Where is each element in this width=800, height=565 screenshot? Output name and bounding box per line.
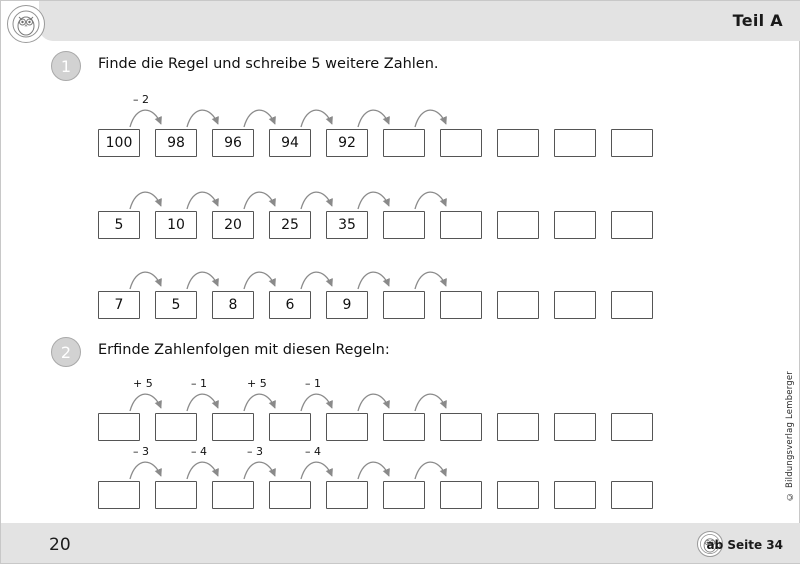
sequence-box[interactable] — [383, 291, 425, 319]
sequence-box[interactable]: 98 — [155, 129, 197, 157]
sequence-box[interactable] — [554, 413, 596, 441]
sequence-box[interactable] — [611, 413, 653, 441]
rule-label-row5-3: – 3 — [247, 445, 263, 458]
sequence-box[interactable]: 92 — [326, 129, 368, 157]
sequence-box[interactable]: 8 — [212, 291, 254, 319]
sequence-box[interactable] — [554, 129, 596, 157]
sequence-box[interactable] — [554, 481, 596, 509]
sequence-box[interactable] — [440, 291, 482, 319]
sequence-box[interactable] — [269, 413, 311, 441]
sequence-box[interactable]: 5 — [98, 211, 140, 239]
copyright-notice: © Bildungsverlag Lemberger — [785, 371, 795, 502]
sequence-box[interactable] — [383, 413, 425, 441]
footer-reference: ab Seite 34 — [706, 538, 783, 552]
sequence-box[interactable] — [383, 481, 425, 509]
rule-label-row4-4: – 1 — [305, 377, 321, 390]
owl-badge-icon — [7, 5, 45, 43]
sequence-box[interactable] — [155, 413, 197, 441]
sequence-box[interactable] — [212, 481, 254, 509]
sequence-box[interactable]: 100 — [98, 129, 140, 157]
task-number-2: 2 — [51, 337, 81, 367]
sequence-box[interactable] — [98, 481, 140, 509]
sequence-box[interactable]: 7 — [98, 291, 140, 319]
page-title: Teil A — [732, 11, 783, 30]
sequence-box[interactable] — [212, 413, 254, 441]
sequence-box[interactable]: 35 — [326, 211, 368, 239]
sequence-box[interactable] — [383, 211, 425, 239]
sequence-box[interactable] — [440, 413, 482, 441]
rule-label-row5-4: – 4 — [305, 445, 321, 458]
sequence-box[interactable] — [611, 481, 653, 509]
sequence-box[interactable] — [611, 211, 653, 239]
sequence-box[interactable] — [326, 413, 368, 441]
sequence-box[interactable] — [383, 129, 425, 157]
task-instruction-1: Finde die Regel und schreibe 5 weitere Zahlen. — [98, 56, 439, 72]
sequence-box[interactable] — [326, 481, 368, 509]
sequence-box[interactable]: 10 — [155, 211, 197, 239]
rule-label-row5-2: – 4 — [191, 445, 207, 458]
footer-bar — [1, 523, 800, 563]
rule-label-row1-1: – 2 — [133, 93, 149, 106]
sequence-box[interactable] — [440, 211, 482, 239]
sequence-box[interactable]: 96 — [212, 129, 254, 157]
sequence-box[interactable] — [269, 481, 311, 509]
sequence-box[interactable]: 5 — [155, 291, 197, 319]
sequence-box[interactable]: 6 — [269, 291, 311, 319]
sequence-box[interactable] — [554, 211, 596, 239]
rule-label-row4-3: + 5 — [247, 377, 267, 390]
rule-label-row5-1: – 3 — [133, 445, 149, 458]
sequence-box[interactable] — [440, 481, 482, 509]
sequence-box[interactable] — [497, 211, 539, 239]
sequence-box[interactable] — [497, 413, 539, 441]
task-instruction-2: Erfinde Zahlenfolgen mit diesen Regeln: — [98, 342, 390, 358]
sequence-box[interactable] — [611, 291, 653, 319]
sequence-box[interactable] — [554, 291, 596, 319]
sequence-box[interactable]: 9 — [326, 291, 368, 319]
sequence-box[interactable] — [497, 129, 539, 157]
sequence-box[interactable]: 20 — [212, 211, 254, 239]
rule-label-row4-1: + 5 — [133, 377, 153, 390]
sequence-box[interactable] — [611, 129, 653, 157]
sequence-box[interactable] — [497, 481, 539, 509]
sequence-box[interactable] — [155, 481, 197, 509]
sequence-box[interactable] — [440, 129, 482, 157]
sequence-box[interactable]: 25 — [269, 211, 311, 239]
sequence-box[interactable] — [497, 291, 539, 319]
sequence-box[interactable]: 94 — [269, 129, 311, 157]
sequence-box[interactable] — [98, 413, 140, 441]
page-number: 20 — [49, 535, 71, 555]
header-bar — [39, 1, 800, 41]
rule-label-row4-2: – 1 — [191, 377, 207, 390]
task-number-1: 1 — [51, 51, 81, 81]
